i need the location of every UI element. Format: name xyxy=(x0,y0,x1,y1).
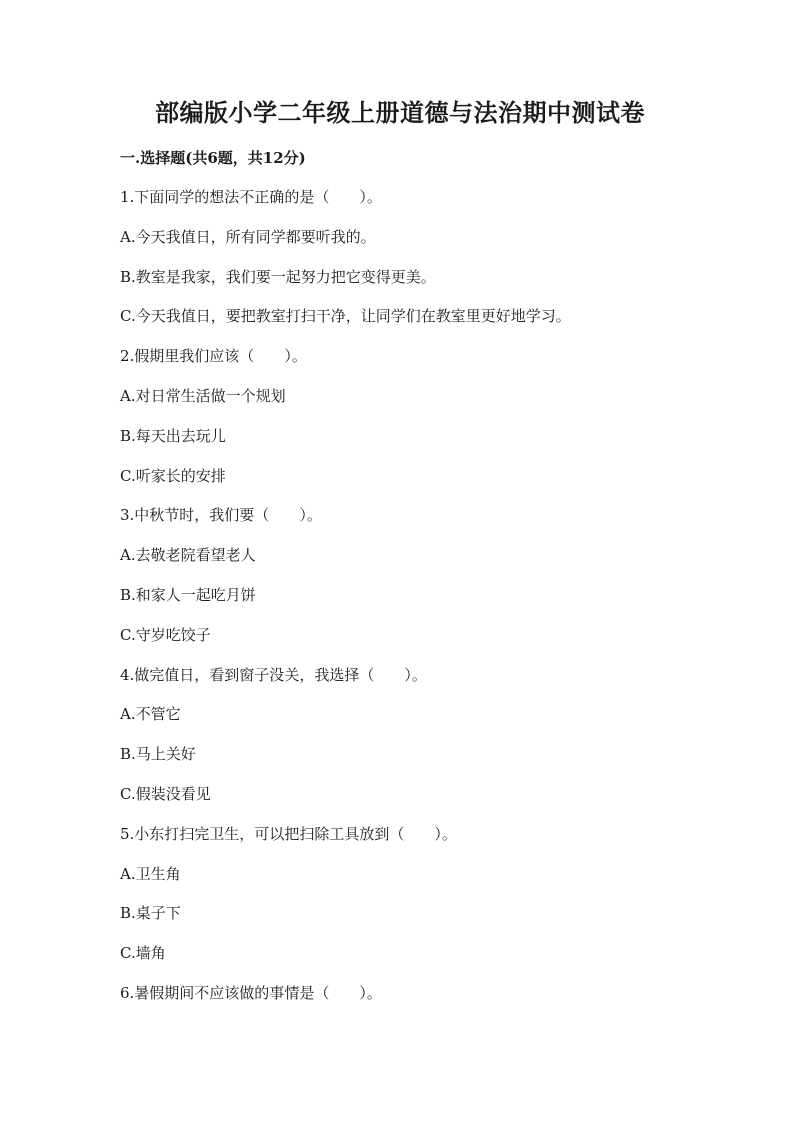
question-4-option-c: C.假装没看见 xyxy=(120,784,211,803)
section-heading: 一.选择题(共6题，共12分) xyxy=(120,149,306,167)
question-6: 6.暑假期间不应该做的事情是（ ）。 xyxy=(120,983,382,1002)
question-2-option-a: A.对日常生活做一个规划 xyxy=(120,386,286,405)
question-1-option-a: A.今天我值日，所有同学都要听我的。 xyxy=(120,227,376,246)
question-3: 3.中秋节时，我们要（ ）。 xyxy=(120,506,322,525)
question-5-option-a: A.卫生角 xyxy=(120,864,181,883)
question-4-option-a: A.不管它 xyxy=(120,705,181,724)
question-5-option-b: B.桌子下 xyxy=(120,904,181,923)
question-1-option-b: B.教室是我家，我们要一起努力把它变得更美。 xyxy=(120,267,436,286)
question-5: 5.小东打扫完卫生，可以把扫除工具放到（ ）。 xyxy=(120,824,457,843)
question-3-option-c: C.守岁吃饺子 xyxy=(120,625,211,644)
question-1-option-c: C.今天我值日，要把教室打扫干净，让同学们在教室里更好地学习。 xyxy=(120,307,571,326)
question-2-option-b: B.每天出去玩儿 xyxy=(120,426,226,445)
question-4: 4.做完值日，看到窗子没关，我选择（ ）。 xyxy=(120,665,427,684)
question-list xyxy=(120,185,720,1021)
question-3-option-a: A.去敬老院看望老人 xyxy=(120,546,256,565)
question-5-option-c: C.墙角 xyxy=(120,944,166,963)
question-2: 2.假期里我们应该（ ）。 xyxy=(120,347,307,366)
question-4-option-b: B.马上关好 xyxy=(120,745,196,764)
page-title: 部编版小学二年级上册道德与法治期中测试卷 xyxy=(155,98,645,127)
question-2-option-c: C.听家长的安排 xyxy=(120,466,226,485)
question-1: 1.下面同学的想法不正确的是（ ）。 xyxy=(120,188,382,206)
question-3-option-b: B.和家人一起吃月饼 xyxy=(120,585,256,604)
